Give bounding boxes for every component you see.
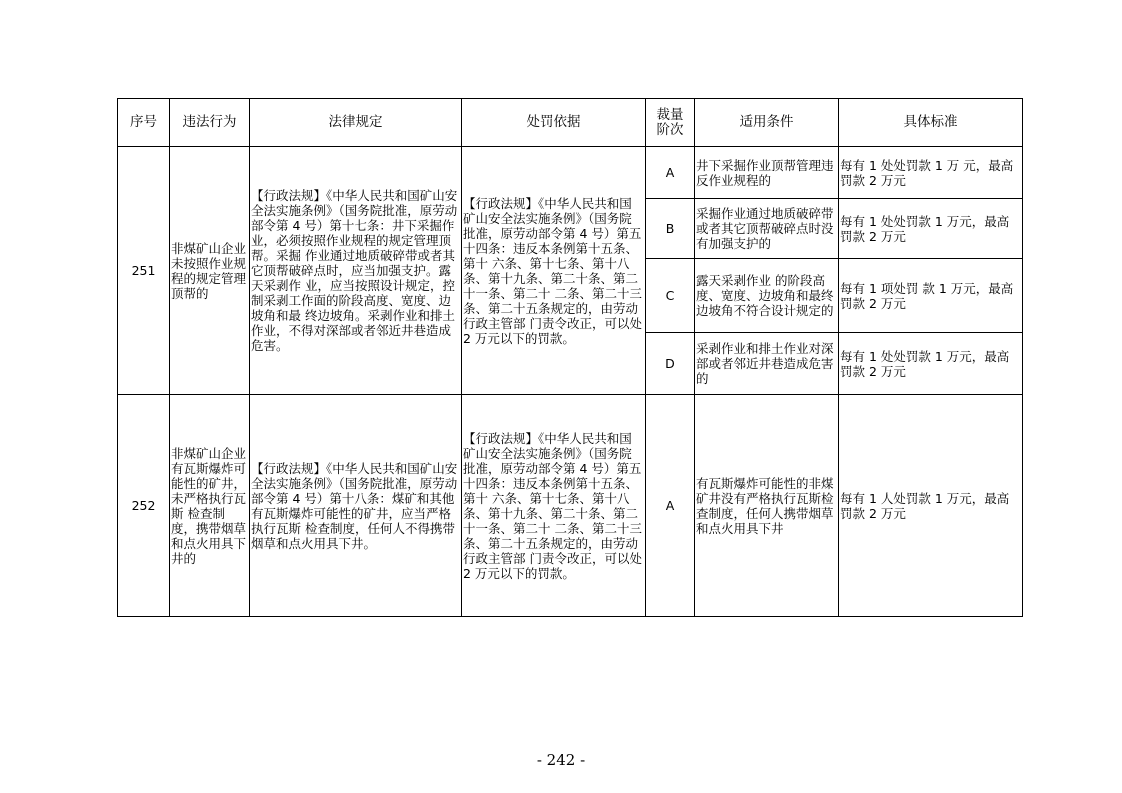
standard-cell: 每有 1 人处罚款 1 万元，最高罚款 2 万元	[839, 395, 1023, 617]
level-cell: C	[646, 259, 695, 333]
penalty-table	[117, 98, 1023, 617]
header-row	[118, 99, 1023, 147]
header-no: 序号	[118, 99, 170, 147]
level-cell: A	[646, 395, 695, 617]
condition-cell: 有瓦斯爆炸可能性的非煤矿井没有严格执行瓦斯检查制度，任何人携带烟草和点火用具下井	[695, 395, 839, 617]
level-cell: B	[646, 199, 695, 259]
header-violation: 违法行为	[170, 99, 250, 147]
standard-cell: 每有 1 处处罚款 1 万元，最高罚款 2 万元	[839, 199, 1023, 259]
row-number: 252	[118, 395, 170, 617]
condition-cell: 采剥作业和排土作业对深部或者邻近井巷造成危害的	[695, 333, 839, 395]
header-condition: 适用条件	[695, 99, 839, 147]
page-number: - 242 -	[536, 751, 586, 769]
standard-cell: 每有 1 处处罚款 1 万元，最高罚款 2 万元	[839, 333, 1023, 395]
basis-cell: 【行政法规】《中华人民共和国矿山安全法实施条例》（国务院批准，原劳动部令第 4 号）第五十四条：违反本条例第十五条、第十 六条、第十七条、第十八条、第十九条、第二十条、第二十一条、第二十 二条、第二十三条、第二十五条规定的，由劳动行政主管部 门责令改正，可以处 2 万元以下的罚款。	[462, 395, 646, 617]
standard-cell: 每有 1 处处罚款 1 万 元，最高罚款 2 万元	[839, 147, 1023, 199]
condition-cell: 井下采掘作业顶帮管理违反作业规程的	[695, 147, 839, 199]
condition-cell: 露天采剥作业 的阶段高度、宽度、边坡角和最终边坡角不符合设计规定的	[695, 259, 839, 333]
standard-cell: 每有 1 项处罚 款 1 万元，最高罚款 2 万元	[839, 259, 1023, 333]
level-cell: A	[646, 147, 695, 199]
level-cell: D	[646, 333, 695, 395]
row-number: 251	[118, 147, 170, 395]
violation-cell: 非煤矿山企业未按照作业规程的规定管理顶帮的	[170, 147, 250, 395]
header-law: 法律规定	[250, 99, 462, 147]
header-basis: 处罚依据	[462, 99, 646, 147]
law-cell: 【行政法规】《中华人民共和国矿山安全法实施条例》（国务院批准，原劳动部令第 4 号）第十八条：煤矿和其他有瓦斯爆炸可能性的矿井，应当严格执行瓦斯 检查制度，任何人不得携带烟草和点火用具下井。	[250, 395, 462, 617]
header-level: 裁量阶次	[646, 99, 695, 147]
header-standard: 具体标准	[839, 99, 1023, 147]
violation-cell: 非煤矿山企业有瓦斯爆炸可能性的矿井，未严格执行瓦斯 检查制度，携带烟草和点火用具下井的	[170, 395, 250, 617]
table-row	[118, 395, 1023, 617]
law-cell: 【行政法规】《中华人民共和国矿山安全法实施条例》（国务院批准，原劳动部令第 4 号）第十七条：井下采掘作业，必须按照作业规程的规定管理顶帮。采掘 作业通过地质破碎带或者其它顶帮破碎点时，应当加强支护。露天采剥作 业，应当按照设计规定，控制采剥工作面的阶段高度、宽度、边坡角和最 终边坡角。采剥作业和排土作业，不得对深部或者邻近井巷造成危害。	[250, 147, 462, 395]
basis-cell: 【行政法规】《中华人民共和国矿山安全法实施条例》（国务院批准，原劳动部令第 4 号）第五十四条：违反本条例第十五条、第十 六条、第十七条、第十八条、第十九条、第二十条、第二十一条、第二十 二条、第二十三条、第二十五条规定的，由劳动行政主管部 门责令改正，可以处 2 万元以下的罚款。	[462, 147, 646, 395]
table-row	[118, 147, 1023, 199]
condition-cell: 采掘作业通过地质破碎带或者其它顶帮破碎点时没 有加强支护的	[695, 199, 839, 259]
